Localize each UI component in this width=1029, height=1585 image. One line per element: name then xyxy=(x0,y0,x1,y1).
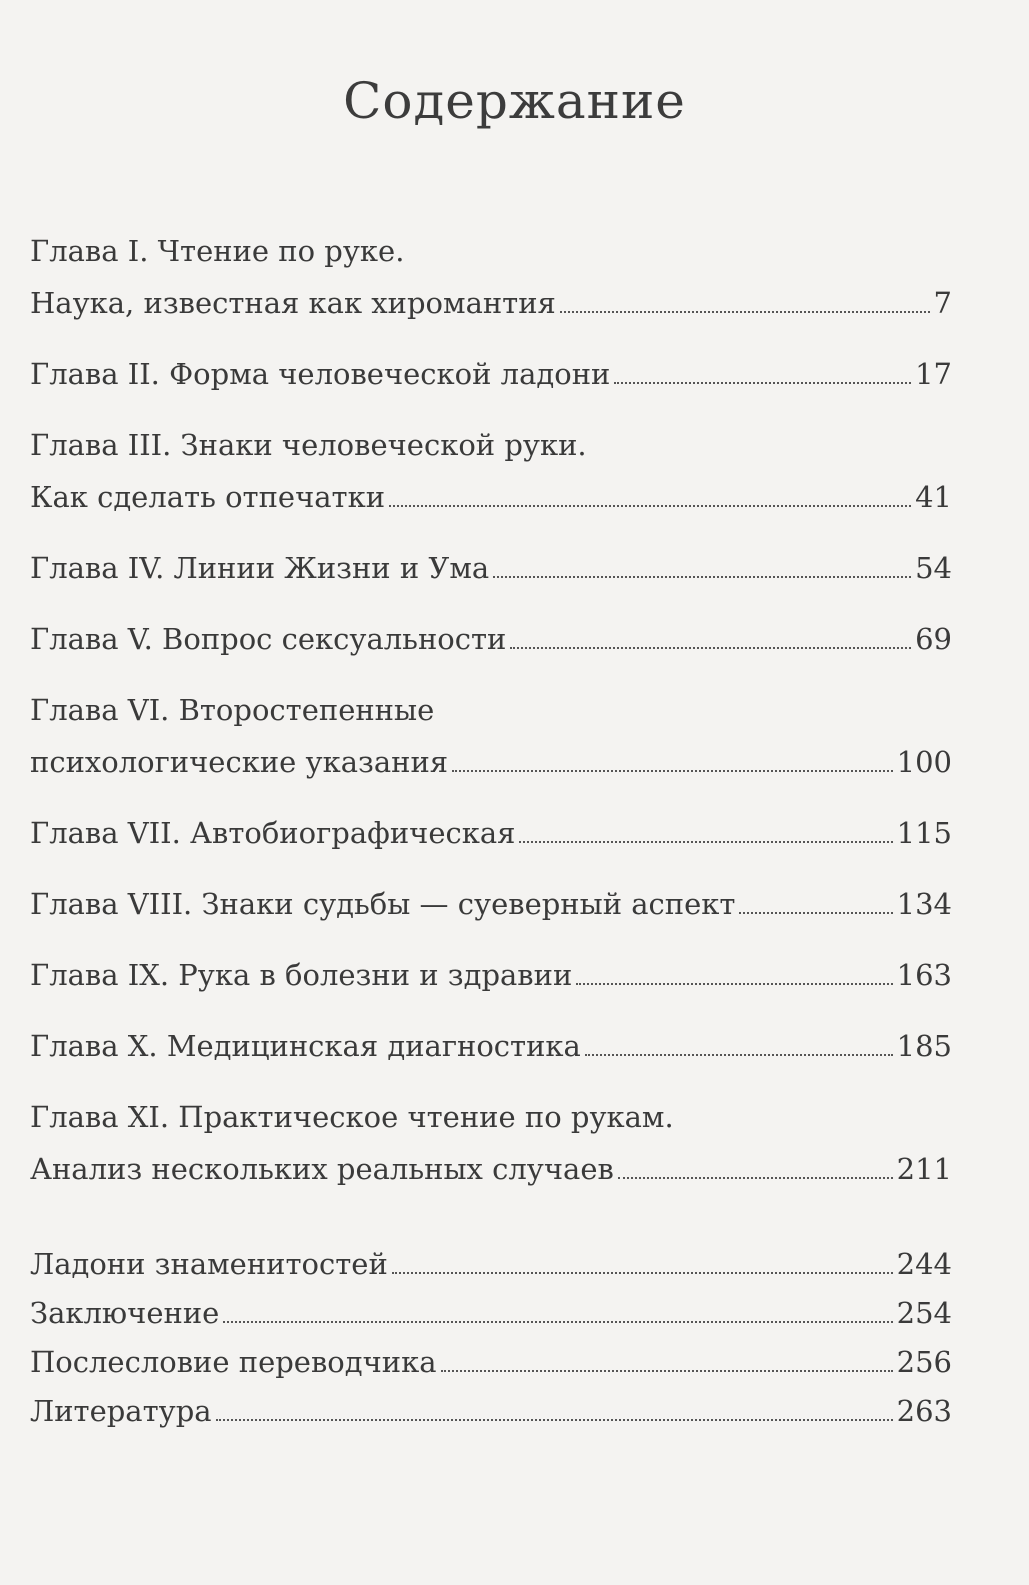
dot-leader xyxy=(223,1321,892,1323)
table-of-contents xyxy=(30,225,952,1195)
toc-entry-leader xyxy=(30,736,952,788)
page-number: 254 xyxy=(896,1296,952,1330)
toc-entry-title: Глава VI. Второстепенные xyxy=(30,693,435,727)
toc-entry-title: Глава III. Знаки человеческой руки. xyxy=(30,428,587,462)
toc-entry-leader xyxy=(30,878,952,930)
toc-entry-label: Глава VII. Автобиографическая xyxy=(30,816,516,850)
toc-entry-label: Глава IX. Рука в болезни и здравии xyxy=(30,958,573,992)
dot-leader xyxy=(389,505,911,507)
toc-entry-label: Глава X. Медицинская диагностика xyxy=(30,1029,581,1063)
toc-entry-chapter-2 xyxy=(30,348,952,400)
page-number: 100 xyxy=(896,745,952,779)
toc-entry-leader xyxy=(30,1338,952,1387)
page-number: 256 xyxy=(896,1345,952,1379)
dot-leader xyxy=(493,576,911,578)
dot-leader xyxy=(216,1419,893,1421)
toc-entry-appendix-2 xyxy=(30,1289,952,1338)
toc-entry-leader xyxy=(30,1143,952,1195)
toc-entry-label: Литература xyxy=(30,1394,212,1428)
toc-entry-appendix-4 xyxy=(30,1387,952,1436)
toc-entry-label: психологические указания xyxy=(30,745,449,779)
toc-entry-leader xyxy=(30,613,952,665)
toc-entry-leader xyxy=(30,949,952,1001)
dot-leader xyxy=(519,841,892,843)
toc-entry-chapter-1 xyxy=(30,225,952,329)
toc-entry-label: Наука, известная как хиромантия xyxy=(30,286,556,320)
toc-entry-leader xyxy=(30,1387,952,1436)
toc-entry-leader xyxy=(30,348,952,400)
dot-leader xyxy=(576,983,892,985)
page-number: 134 xyxy=(896,887,952,921)
toc-entry-label: Глава VIII. Знаки судьбы — суеверный аспект xyxy=(30,887,736,921)
page-number: 115 xyxy=(896,816,952,850)
toc-entry-leader xyxy=(30,1240,952,1289)
toc-entry-leader xyxy=(30,277,952,329)
page-number: 41 xyxy=(915,480,952,514)
page-number: 17 xyxy=(915,357,952,391)
toc-entry-appendix-3 xyxy=(30,1338,952,1387)
toc-entry-label: Глава V. Вопрос сексуальности xyxy=(30,622,507,656)
toc-entry-label: Послесловие переводчика xyxy=(30,1345,437,1379)
page-number: 244 xyxy=(896,1247,952,1281)
dot-leader xyxy=(560,311,930,313)
toc-entry-chapter-10 xyxy=(30,1020,952,1072)
page-number: 163 xyxy=(896,958,952,992)
page-number: 211 xyxy=(896,1152,952,1186)
toc-entry-label: Глава II. Форма человеческой ладони xyxy=(30,357,611,391)
toc-entry-chapter-4 xyxy=(30,542,952,594)
dot-leader xyxy=(392,1272,893,1274)
toc-entry-appendix-1 xyxy=(30,1240,952,1289)
toc-entry-label: Как сделать отпечатки xyxy=(30,480,386,514)
page-number: 69 xyxy=(915,622,952,656)
dot-leader xyxy=(441,1370,893,1372)
toc-entry-leader xyxy=(30,542,952,594)
page-number: 54 xyxy=(915,551,952,585)
dot-leader xyxy=(614,382,911,384)
page-number: 185 xyxy=(896,1029,952,1063)
page-title: Содержание xyxy=(343,72,686,130)
toc-entry-label: Анализ нескольких реальных случаев xyxy=(30,1152,614,1186)
toc-entry-label: Глава IV. Линии Жизни и Ума xyxy=(30,551,490,585)
page-number: 7 xyxy=(933,286,952,320)
toc-entry-leader xyxy=(30,807,952,859)
toc-entry-leader xyxy=(30,1289,952,1338)
toc-entry-title: Глава I. Чтение по руке. xyxy=(30,234,405,268)
toc-entry-chapter-11 xyxy=(30,1091,952,1195)
toc-entry-chapter-7 xyxy=(30,807,952,859)
toc-entry-chapter-6 xyxy=(30,684,952,788)
toc-appendix xyxy=(30,1240,952,1436)
dot-leader xyxy=(739,912,892,914)
toc-entry-chapter-9 xyxy=(30,949,952,1001)
dot-leader xyxy=(585,1054,893,1056)
toc-entry-label: Ладони знаменитостей xyxy=(30,1247,388,1281)
toc-entry-leader xyxy=(30,1020,952,1072)
toc-entry-chapter-5 xyxy=(30,613,952,665)
dot-leader xyxy=(452,770,893,772)
page-number: 263 xyxy=(896,1394,952,1428)
toc-entry-leader xyxy=(30,471,952,523)
dot-leader xyxy=(510,647,911,649)
toc-entry-chapter-3 xyxy=(30,419,952,523)
dot-leader xyxy=(618,1177,893,1179)
toc-entry-chapter-8 xyxy=(30,878,952,930)
toc-entry-label: Заключение xyxy=(30,1296,220,1330)
toc-entry-title: Глава XI. Практическое чтение по рукам. xyxy=(30,1100,674,1134)
